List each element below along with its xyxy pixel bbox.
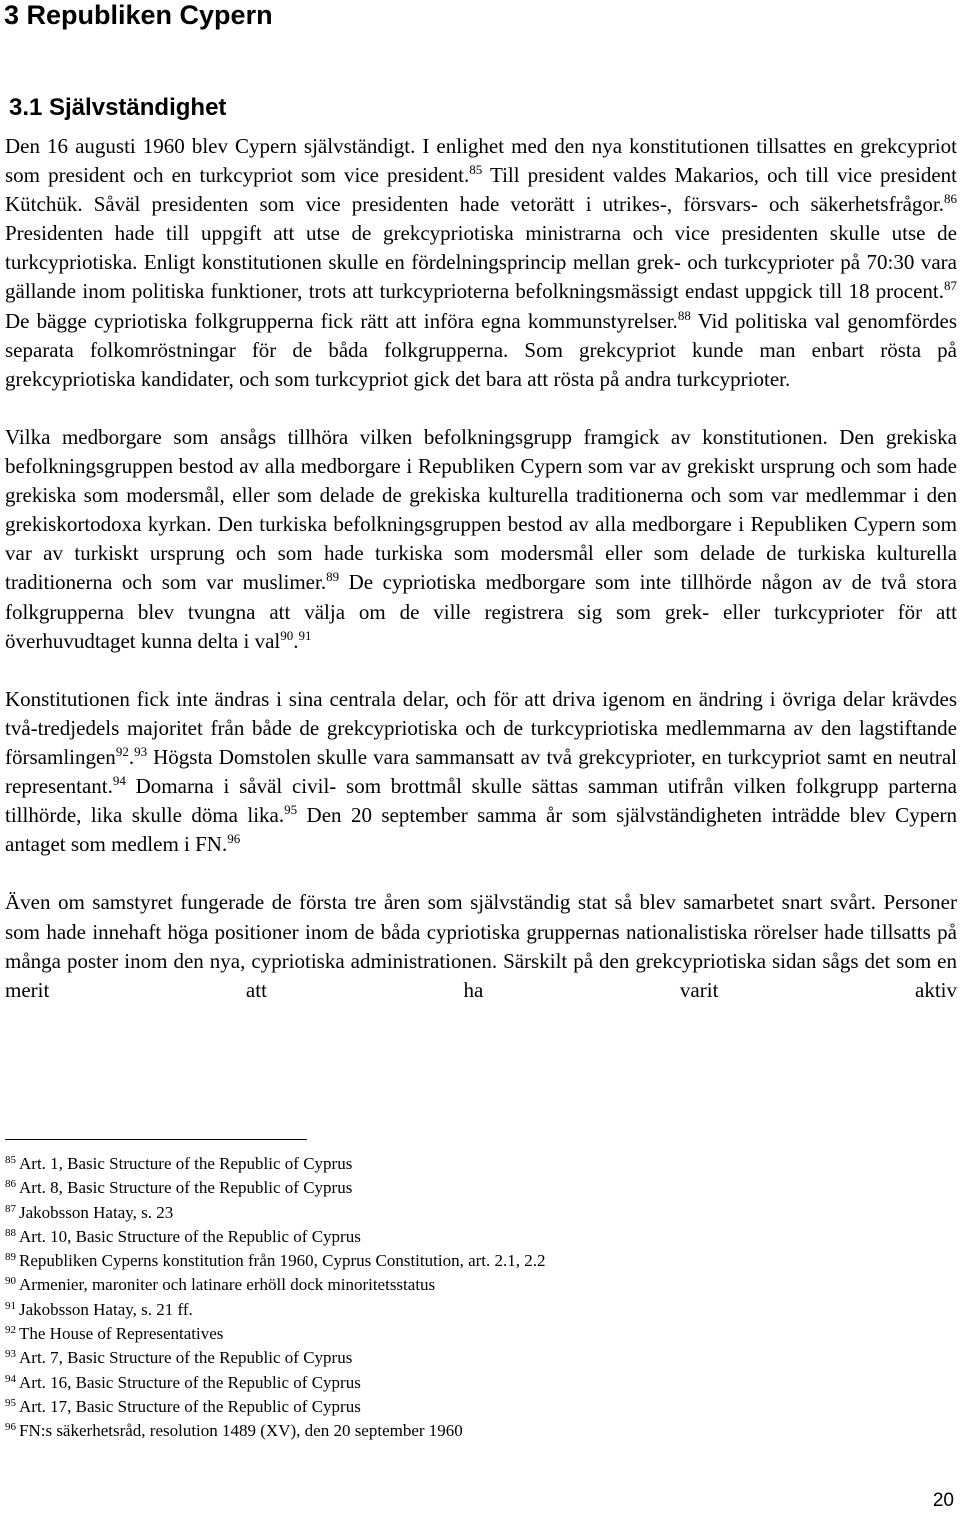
body-text [5,132,957,1005]
footnote-text: Art. 17, Basic Structure of the Republic of Cyprus [19,1396,361,1416]
footnote-text: Armenier, maroniter och latinare erhöll dock minoritetsstatus [19,1275,436,1295]
footnote-text: Jakobsson Hatay, s. 21 ff. [19,1299,193,1319]
footnote-number: 87 [5,1202,16,1215]
footnote-number: 85 [5,1154,16,1166]
footnote-number: 89 [5,1251,16,1264]
footnote-ref[interactable]: 90 [280,627,294,643]
footnote-text: Art. 7, Basic Structure of the Republic of Cyprus [19,1348,353,1368]
footnote-ref[interactable]: 96 [227,831,241,847]
footnote-number: 88 [5,1226,16,1239]
footnotes [5,1152,945,1444]
footnote-ref[interactable]: 93 [134,743,148,759]
footnote [5,1371,945,1395]
footnote [5,1249,945,1273]
footnote [5,1322,945,1346]
footnote-number: 93 [5,1348,16,1361]
paragraph-text: Högsta Domstolen skulle vara sammansatt av två grekcyprioter, en turkcypriot samt en neutral representant. [5,744,957,799]
footnote-ref[interactable]: 92 [115,743,129,759]
footnote-text: The House of Representatives [19,1324,224,1344]
paragraph [5,888,957,1004]
footnote-ref[interactable]: 85 [469,162,483,178]
footnote [5,1346,945,1370]
footnote-ref[interactable]: 86 [944,191,957,207]
footnote-ref[interactable]: 95 [284,802,298,818]
footnote-number: 90 [5,1275,16,1288]
footnote-ref[interactable]: 94 [112,773,126,789]
footnote [5,1298,945,1322]
paragraph [5,423,957,656]
footnote-ref[interactable]: 88 [677,307,691,323]
footnote [5,1201,945,1225]
paragraph-text: Till president valdes Makarios, och till vice president Kütchük. Såväl presidenten som vice presidenten hade vetorätt i utrikes-, försvars- och säkerhetsfrågor. [5,163,957,217]
section-title: 3.1 Självständighet [9,94,227,121]
footnote [5,1419,945,1443]
paragraph-text: Vid politiska val genomfördes separata folkomröstningar för de båda folkgrupperna. Som grekcypriot kunde man enbart rösta på grekcypriotiska kandidater, och som turkcypriot gick det bara att rösta på andra turkcyprioter. [5,308,958,391]
footnote-number: 96 [5,1421,16,1434]
paragraph-text: Den 16 augusti 1960 blev Cypern självständigt. I enlighet med den nya konstitutionen tillsattes en grekcypriot som president och en turkcypriot som vice president. [5,134,957,188]
footnote-text: Art. 16, Basic Structure of the Republic of Cyprus [19,1372,361,1392]
footnote-number: 91 [5,1299,16,1312]
footnote-text: FN:s säkerhetsråd, resolution 1489 (XV), den 20 september 1960 [19,1421,463,1441]
footnote-ref[interactable]: 87 [944,278,957,294]
paragraph-text: Presidenten hade till uppgift att utse de grekcypriotiska ministrarna och vice presidenten skulle utse de turkcypriotiska. Enligt konstitutionen skulle en fördelningsprincip mellan grek- och turkcyprioter på 70:30 vara gällande inom politiska funktioner, trots att turkcyprioterna befolkningsmässigt endast uppgick till 18 procent. [5,221,957,304]
paragraph-text: Den 20 september samma år som självständigheten inträdde blev Cypern antaget som medlem i FN. [5,803,958,857]
paragraph-text: . [128,744,135,769]
paragraph-text: Även om samstyret fungerade de första tre åren som självständig stat så blev samarbetet snart svårt. Personer som hade innehaft höga positioner inom de båda cypriotiska gruppernas nationalistiska rörelser hade tillsatts på många poster inom den nya, cypriotiska administrationen. Särskilt på den grekcypriotiska sidan sågs det som en merit att ha varit aktiv [5,890,957,1002]
footnote-separator [5,1139,307,1140]
paragraph-text: Konstitutionen fick inte ändras i sina centrala delar, och för att driva igenom en ändring i övriga delar krävdes två-tredjedels majoritet från både de grekcypriotiska och de turkcypriotiska medlemmarna av den lagstiftande församlingen [5,686,957,769]
footnote-text: Jakobsson Hatay, s. 23 [19,1202,174,1222]
footnote-number: 92 [5,1324,16,1337]
paragraph [5,132,957,394]
paragraph-text: Vilka medborgare som ansågs tillhöra vilken befolkningsgrupp framgick av konstitutionen. Den grekiska befolkningsgruppen bestod av alla medborgare i Republiken Cypern som var av grekiskt ursprung och som hade grekiska som modersmål, eller som delade de grekiska kulturella traditionerna och som var medlemmar i den grekiskortodoxa kyrkan. Den turkiska befolkningsgruppen bestod av alla medborgare i Republiken Cypern som var av turkiskt ursprung och som hade turkiska som modersmål eller som delade de turkiska kulturella traditionerna och som var muslimer. [5,424,957,595]
footnote-text: Art. 1, Basic Structure of the Republic of Cyprus [19,1154,353,1173]
footnote-number: 94 [5,1372,16,1385]
footnote [5,1176,945,1200]
footnote-number: 95 [5,1396,16,1409]
footnote-text: Art. 8, Basic Structure of the Republic of Cyprus [19,1178,353,1198]
footnote-text: Art. 10, Basic Structure of the Republic of Cyprus [19,1226,361,1246]
paragraph-text: De cypriotiska medborgare som inte tillhörde någon av de två stora folkgrupperna blev tvungna att välja om de ville registrera sig som grek- eller turkcyprioter för att överhuvudtaget kunna delta i val [5,570,957,653]
footnote-ref[interactable]: 89 [326,569,340,585]
page-number: 20 [932,1490,954,1511]
footnote [5,1225,945,1249]
paragraph-text: . [293,628,299,653]
paragraph-text: Domarna i såväl civil- som brottmål skulle sättas samman utifrån vilken folkgrupp parterna tillhörde, lika skulle döma lika. [5,774,957,828]
paragraph-text: De bägge cypriotiska folkgrupperna fick rätt att införa egna kommunstyrelser. [5,308,678,333]
footnote [5,1395,945,1419]
footnote [5,1152,945,1176]
footnote-text: Republiken Cyperns konstitution från 1960, Cyprus Constitution, art. 2.1, 2.2 [19,1251,546,1271]
footnote-number: 86 [5,1178,16,1191]
paragraph [5,685,957,860]
chapter-title: 3 Republiken Cypern [4,0,273,30]
footnote [5,1273,945,1297]
footnote-ref[interactable]: 91 [298,627,312,643]
